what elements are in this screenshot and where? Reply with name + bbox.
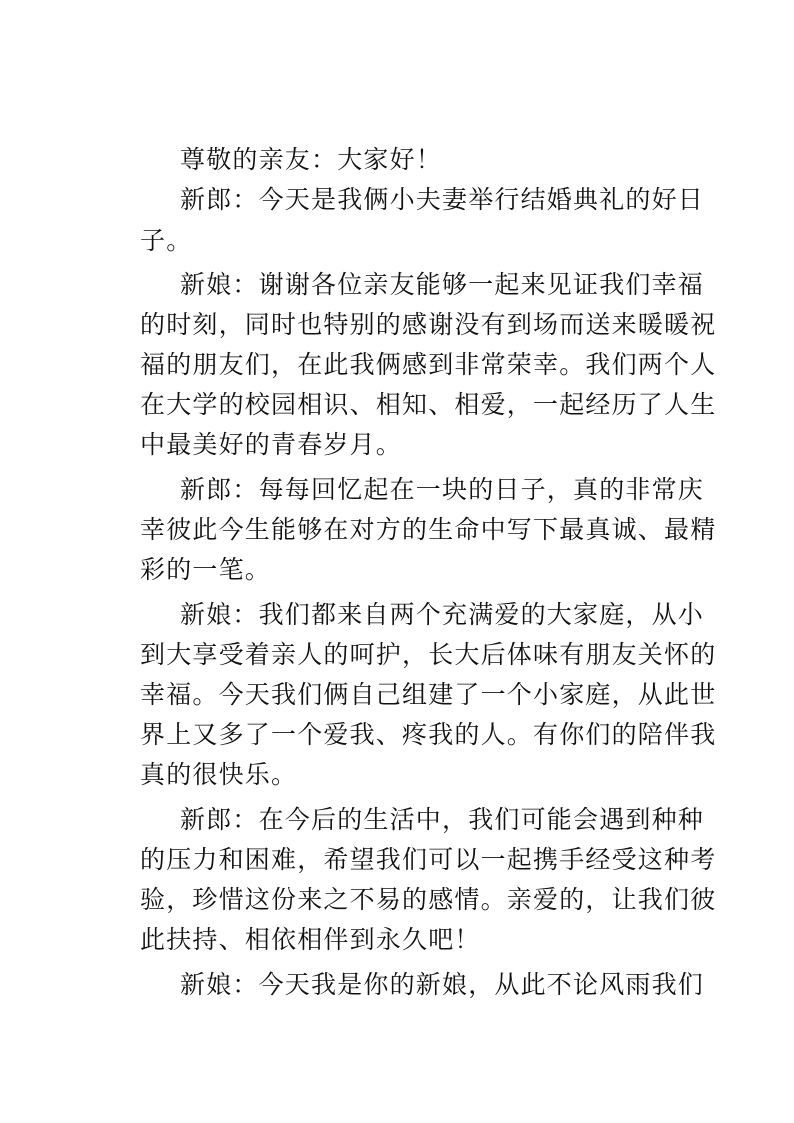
text-line: 中最美好的青春岁月。 <box>140 430 403 459</box>
text-line: 幸彼此今生能够在对方的生命中写下最真诚、最精 <box>140 515 717 544</box>
text-line: 尊敬的亲友：大家好！ <box>180 145 443 174</box>
text-line: 新郎：在今后的生活中，我们可能会遇到种种 <box>180 805 705 834</box>
text-line: 验，珍惜这份来之不易的感情。亲爱的，让我们彼 <box>140 885 717 914</box>
text-line: 的压力和困难，希望我们可以一起携手经受这种考 <box>140 845 717 874</box>
text-line: 新郎：每每回忆起在一块的日子，真的非常庆 <box>180 475 705 504</box>
text-line: 新郎：今天是我俩小夫妻举行结婚典礼的好日 <box>180 185 705 214</box>
text-line: 真的很快乐。 <box>140 760 298 789</box>
text-line: 此扶持、相依相伴到永久吧！ <box>140 925 481 954</box>
text-line: 彩的一笔。 <box>140 555 272 584</box>
text-line: 界上又多了一个爱我、疼我的人。有你们的陪伴我 <box>140 720 717 749</box>
text-line: 新娘：我们都来自两个充满爱的大家庭，从小 <box>180 600 705 629</box>
text-line: 新娘：今天我是你的新娘，从此不论风雨我们 <box>180 970 705 999</box>
text-line: 福的朋友们，在此我俩感到非常荣幸。我们两个人 <box>140 350 717 379</box>
text-line: 新娘：谢谢各位亲友能够一起来见证我们幸福 <box>180 270 705 299</box>
text-line: 在大学的校园相识、相知、相爱，一起经历了人生 <box>140 390 717 419</box>
text-line: 的时刻，同时也特别的感谢没有到场而送来暖暖祝 <box>140 310 717 339</box>
text-line: 到大享受着亲人的呵护，长大后体味有朋友关怀的 <box>140 640 717 669</box>
text-line: 子。 <box>140 226 193 255</box>
text-line: 幸福。今天我们俩自己组建了一个小家庭，从此世 <box>140 680 717 709</box>
